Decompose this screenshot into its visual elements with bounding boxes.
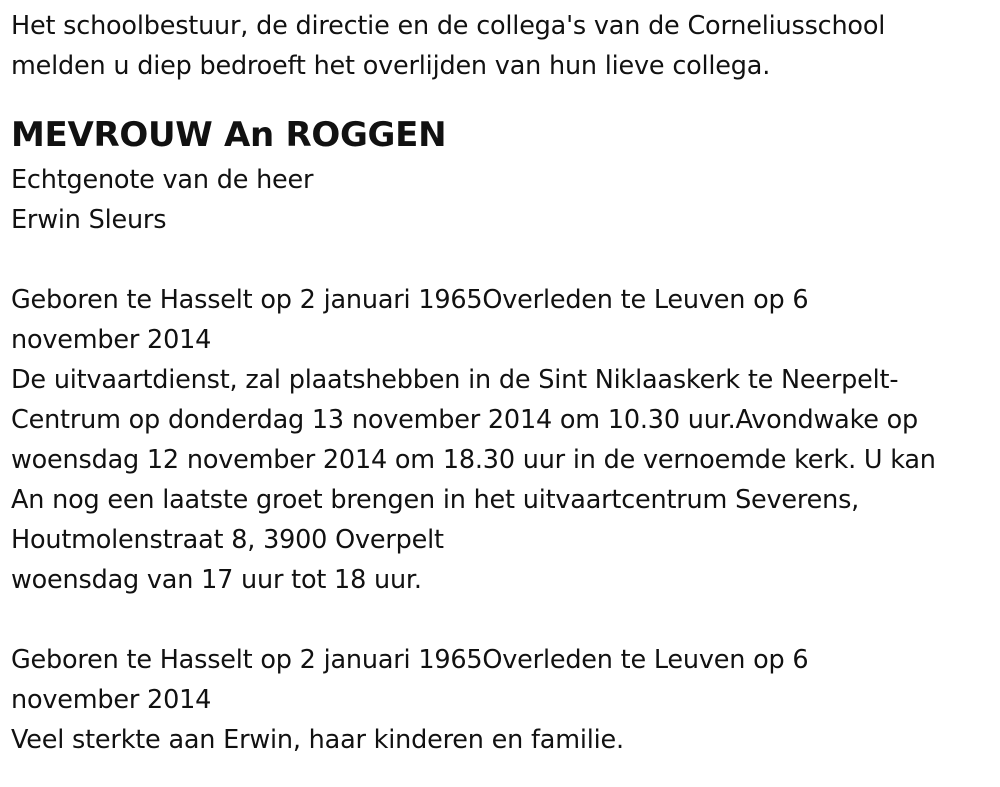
service-address: Houtmolenstraat 8, 3900 Overpelt — [11, 525, 444, 555]
service-line: De uitvaartdienst, zal plaatshebben in de Sint Niklaaskerk te Neerpelt- — [11, 365, 899, 395]
birth-death-line: Geboren te Hasselt op 2 januari 1965Overleden te Leuven op 6 — [11, 645, 809, 675]
service-line: An nog een laatste groet brengen in het uitvaartcentrum Severens, — [11, 485, 860, 515]
deceased-name: MEVROUW An ROGGEN — [11, 115, 447, 155]
service-visiting-hours: woensdag van 17 uur tot 18 uur. — [11, 565, 422, 595]
details-paragraph — [11, 280, 1000, 600]
intro-paragraph — [11, 6, 1000, 86]
spouse-line: Echtgenote van de heer — [11, 165, 314, 195]
birth-death-line: november 2014 — [11, 325, 212, 355]
spacer — [11, 240, 1000, 280]
birth-death-line: Geboren te Hasselt op 2 januari 1965Overleden te Leuven op 6 — [11, 285, 809, 315]
birth-death-line: november 2014 — [11, 685, 212, 715]
intro-line: melden u diep bedroeft het overlijden van hun lieve collega. — [11, 51, 771, 81]
condolence-line: Veel sterkte aan Erwin, haar kinderen en familie. — [11, 725, 624, 755]
closing-paragraph — [11, 640, 1000, 760]
intro-line: Het schoolbestuur, de directie en de collega's van de Corneliusschool — [11, 11, 886, 41]
spouse-name: Erwin Sleurs — [11, 205, 167, 235]
service-line: woensdag 12 november 2014 om 18.30 uur in de vernoemde kerk. U kan — [11, 445, 936, 475]
service-line: Centrum op donderdag 13 november 2014 om 10.30 uur.Avondwake op — [11, 405, 919, 435]
spacer — [11, 600, 1000, 640]
